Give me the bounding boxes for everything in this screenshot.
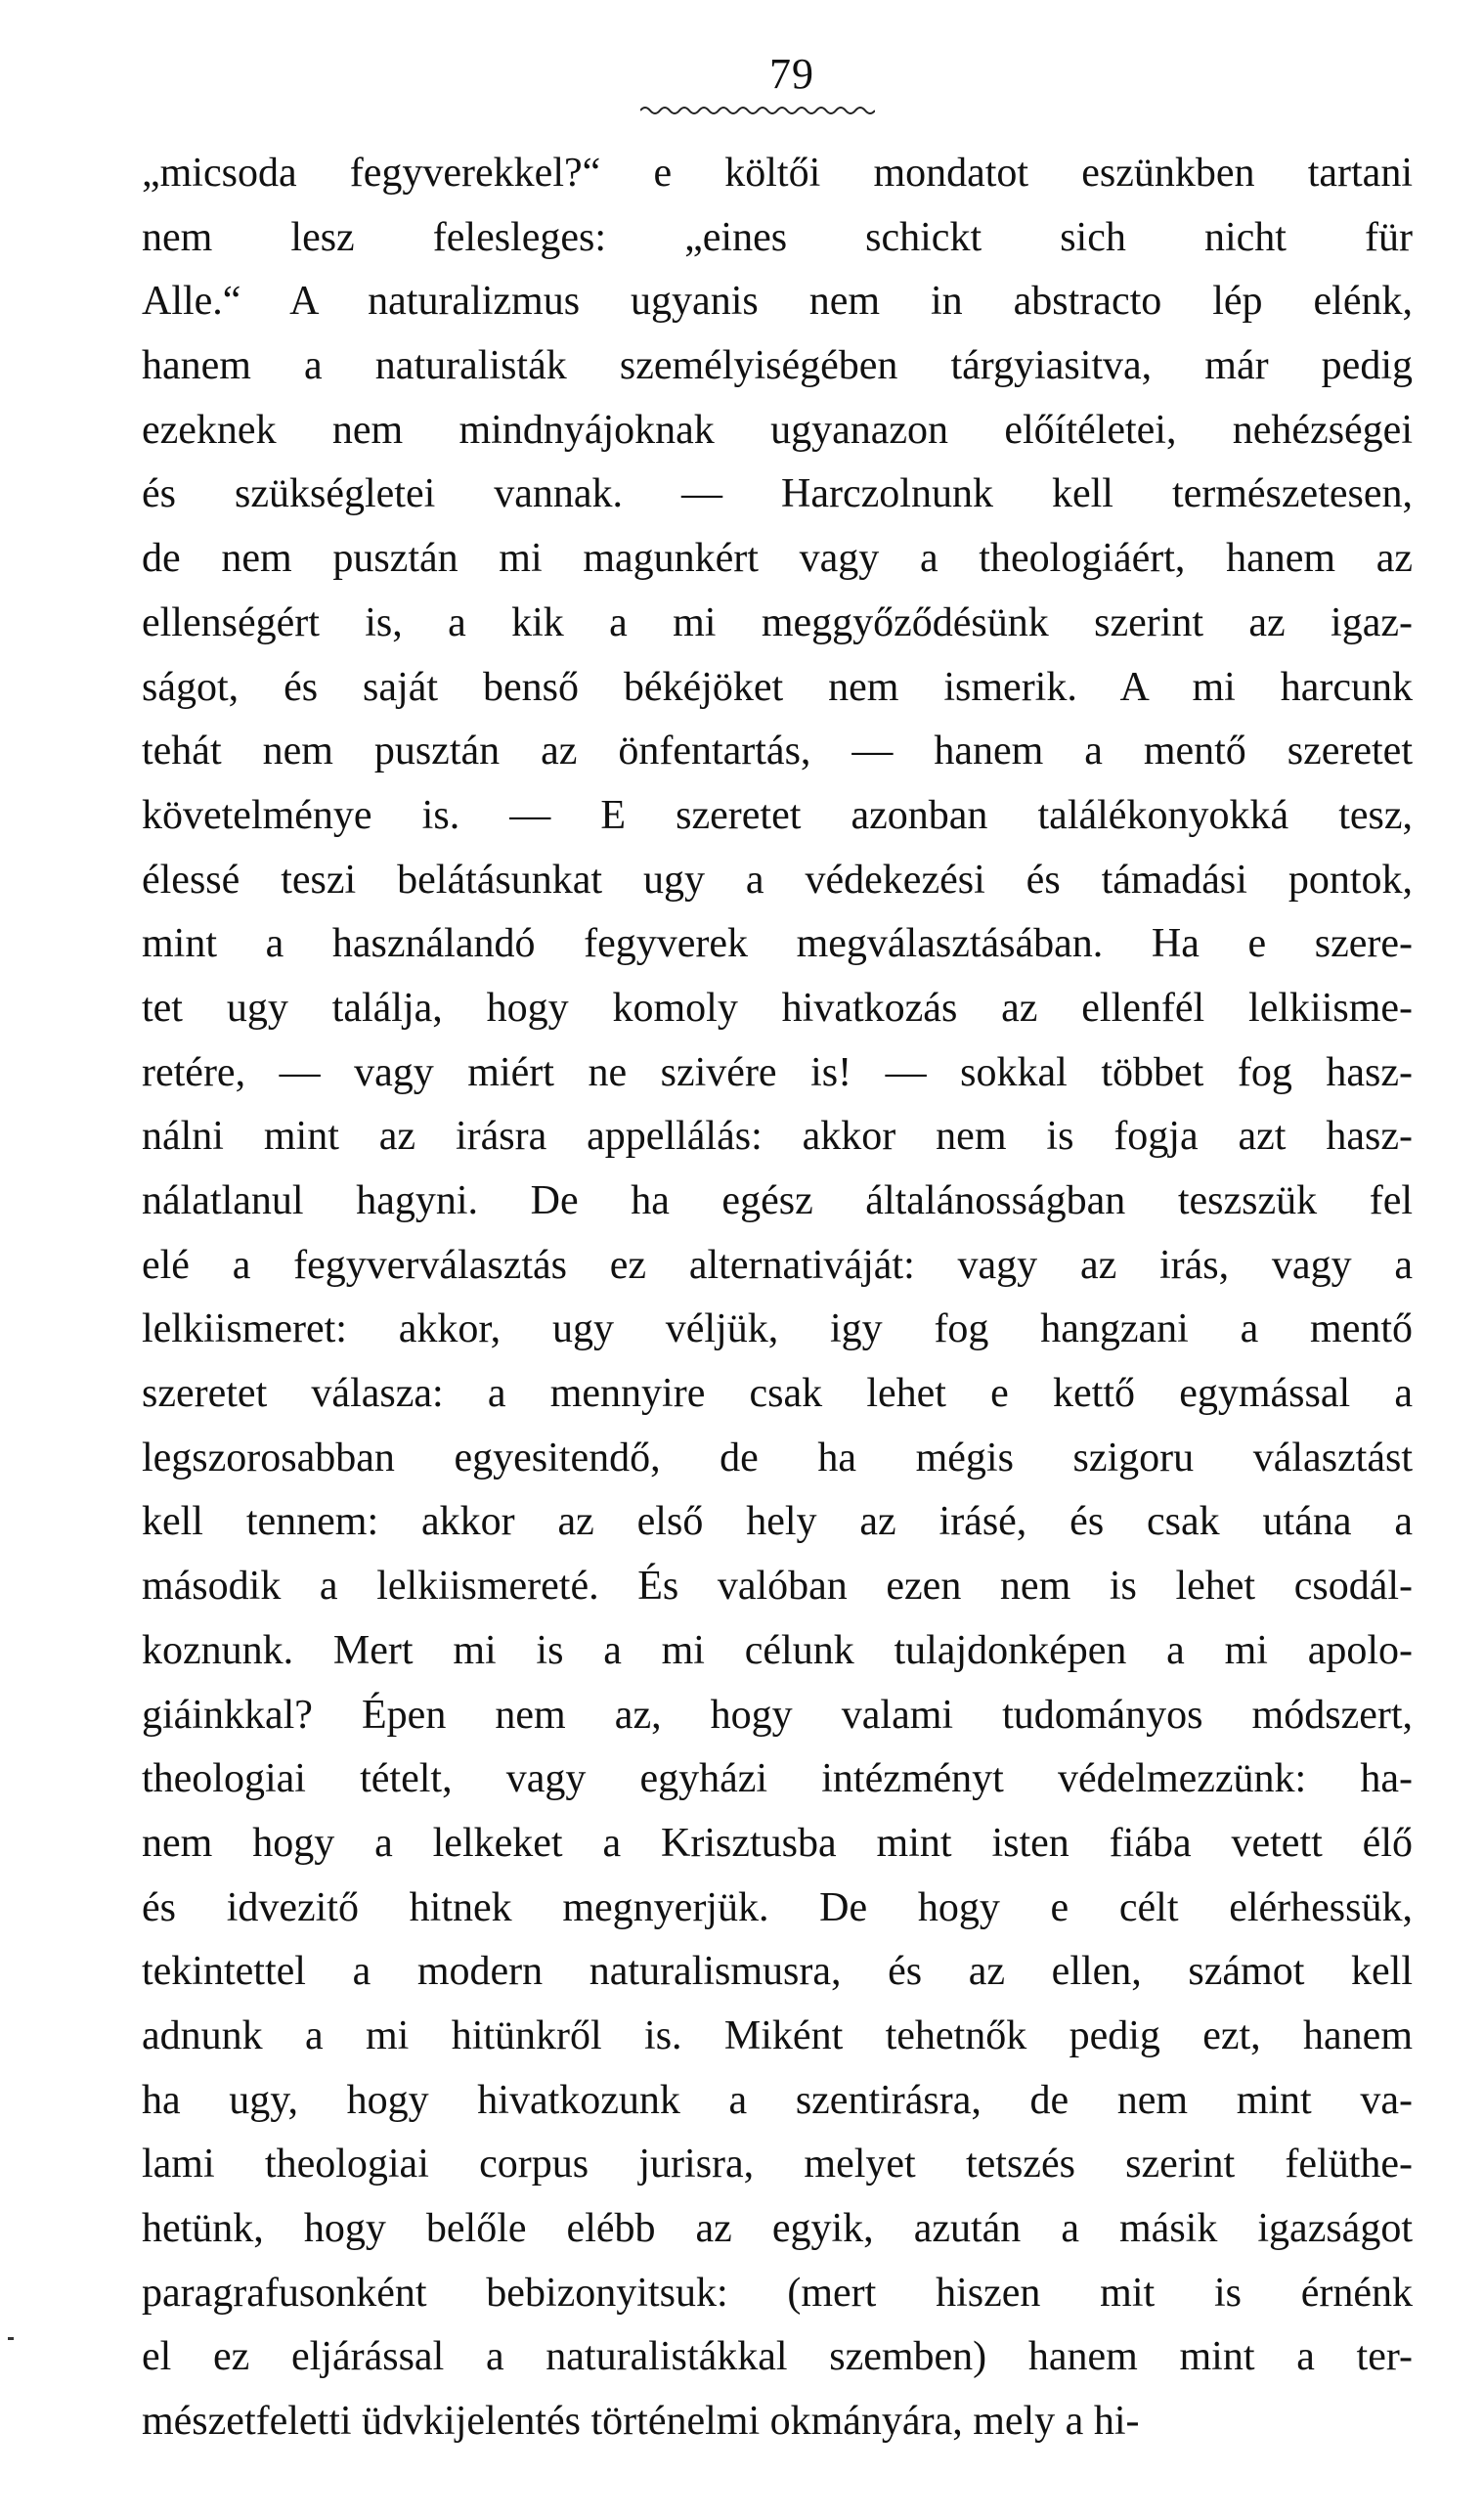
page-header: [0, 47, 1484, 135]
text-line: mint a használandó fegyverek megválasztásában. Ha e szere-: [142, 921, 1413, 967]
text-line: és szükségletei vannak. — Harczolnunk kell természetesen,: [142, 471, 1413, 517]
text-line: ha ugy, hogy hivatkozunk a szentirásra, de nem mint va-: [142, 2077, 1413, 2123]
text-line: követelménye is. — E szeretet azonban találékonyokká tesz,: [142, 792, 1413, 838]
text-line: második a lelkiismereté. És valóban ezen nem is lehet csodál-: [142, 1564, 1413, 1610]
text-line: paragrafusonként bebizonyitsuk: (mert hiszen mit is érnénk: [142, 2270, 1413, 2316]
text-line: nem hogy a lelkeket a Krisztusba mint isten fiába vetett élő: [142, 1820, 1413, 1866]
text-line: lami theologiai corpus jurisra, melyet tetszés szerint felüthe-: [142, 2142, 1413, 2188]
text-line: ságot, és saját benső békéjöket nem ismerik. A mi harcunk: [142, 664, 1413, 710]
text-line: mészetfeletti üdvkijelentés történelmi okmányára, mely a hi-: [142, 2399, 1140, 2445]
text-line: Alle.“ A naturalizmus ugyanis nem in abstracto lép elénk,: [142, 279, 1413, 325]
text-line: kell tennem: akkor az első hely az irásé, és csak utána a: [142, 1499, 1413, 1545]
wavy-rule-ornament: [640, 104, 875, 117]
text-line: lelkiismeret: akkor, ugy véljük, igy fog hangzani a mentő: [142, 1306, 1413, 1352]
text-line: szeretet válasza: a mennyire csak lehet e kettő egymással a: [142, 1371, 1413, 1417]
text-line: de nem pusztán mi magunkért vagy a theologiáért, hanem az: [142, 536, 1413, 582]
text-line: adnunk a mi hitünkről is. Miként tehetnők pedig ezt, hanem: [142, 2012, 1413, 2058]
text-line: retére, — vagy miért ne szivére is! — sokkal többet fog hasz-: [142, 1049, 1413, 1095]
text-line: nálatlanul hagyni. De ha egész általánosságban teszszük fel: [142, 1178, 1413, 1223]
text-line: theologiai tételt, vagy egyházi intézményt védelmezzünk: ha-: [142, 1756, 1413, 1802]
text-line: ellenségért is, a kik a mi meggyőződésünk szerint az igaz-: [142, 599, 1413, 645]
text-line: tehát nem pusztán az önfentartás, — hanem a mentő szeretet: [142, 729, 1413, 774]
text-line: és idvezitő hitnek megnyerjük. De hogy e célt elérhessük,: [142, 1884, 1413, 1930]
text-line: giáinkkal? Épen nem az, hogy valami tudományos módszert,: [142, 1692, 1413, 1738]
text-line: hetünk, hogy belőle elébb az egyik, azután a másik igazságot: [142, 2206, 1413, 2251]
text-line: el ez eljárással a naturalistákkal szemben) hanem mint a ter-: [142, 2334, 1413, 2380]
body-text: [142, 142, 1413, 2454]
text-line: ezeknek nem mindnyájoknak ugyanazon előítéletei, nehézségei: [142, 407, 1413, 453]
margin-mark: [8, 2337, 14, 2340]
page-number: 79: [769, 50, 814, 98]
text-line: legszorosabban egyesitendő, de ha mégis szigoru választást: [142, 1435, 1413, 1480]
text-line: koznunk. Mert mi is a mi célunk tulajdonképen a mi apolo-: [142, 1627, 1413, 1673]
text-line: nem lesz felesleges: „eines schickt sich nicht für: [142, 214, 1413, 260]
text-line: hanem a naturalisták személyiségében tárgyiasitva, már pedig: [142, 343, 1413, 389]
text-line: tet ugy találja, hogy komoly hivatkozás az ellenfél lelkiisme-: [142, 985, 1413, 1031]
text-line: tekintettel a modern naturalismusra, és az ellen, számot kell: [142, 1949, 1413, 1995]
text-line: „micsoda fegyverekkel?“ e költői mondatot eszünkben tartani: [142, 151, 1413, 196]
text-line: nálni mint az irásra appellálás: akkor nem is fogja azt hasz-: [142, 1114, 1413, 1160]
text-line: elé a fegyverválasztás ez alternativáját: vagy az irás, vagy a: [142, 1242, 1413, 1288]
text-line: élessé teszi belátásunkat ugy a védekezési és támadási pontok,: [142, 857, 1413, 903]
